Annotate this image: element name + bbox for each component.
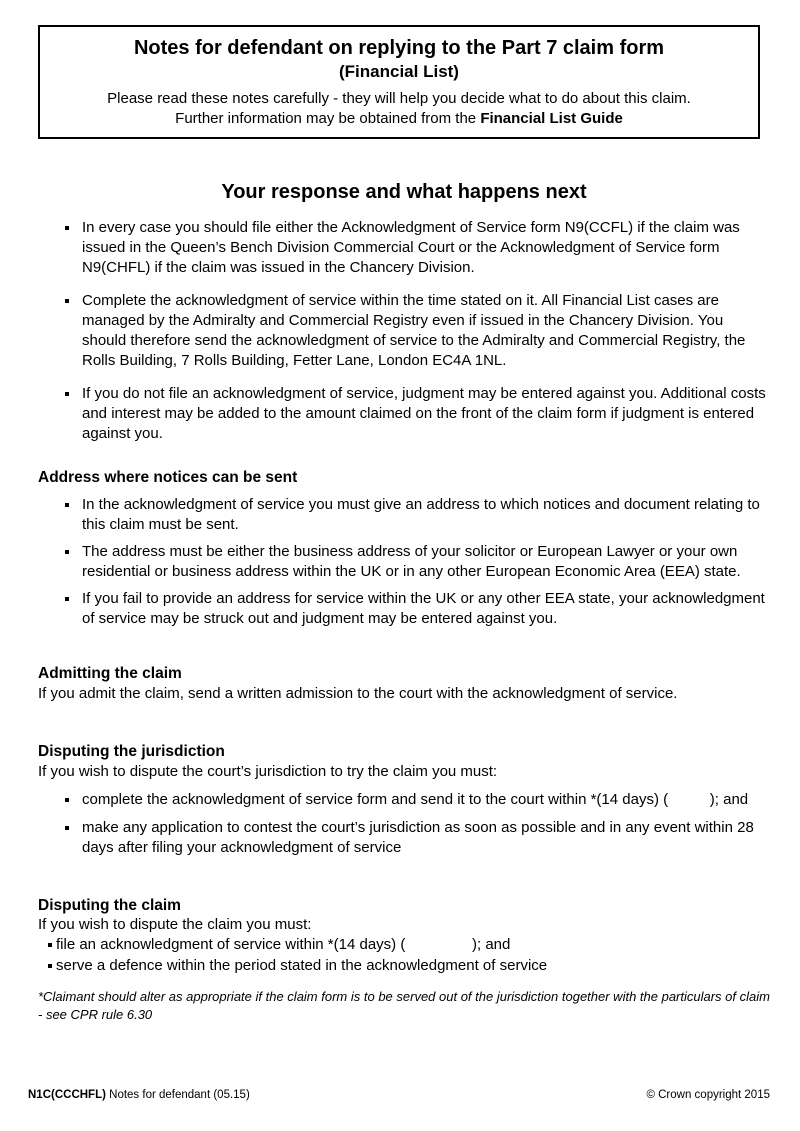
- page-footer: [28, 1088, 770, 1103]
- intro-line-1: Please read these notes carefully - they will help you decide what to do about this claim.: [107, 90, 691, 107]
- jurisdiction-bullet-list: [38, 790, 770, 858]
- bullet-icon: [48, 943, 52, 947]
- claimant-footnote: *Claimant should alter as appropriate if the claim form is to be served out of the jurisdiction together with the particulars of claim - see CPR rule 6.30: [38, 989, 770, 1022]
- header-box: [38, 25, 760, 139]
- list-item: [38, 818, 770, 858]
- list-item: [38, 291, 770, 371]
- list-item: [38, 955, 770, 976]
- financial-list-guide-ref: Financial List Guide: [480, 110, 623, 127]
- list-item: [38, 218, 770, 278]
- bullet-text: make any application to contest the court’s jurisdiction as soon as possible and in any event within 28 days after filing your acknowledgment of service: [82, 819, 758, 856]
- list-item: [38, 542, 770, 582]
- form-description: Notes for defendant (05.15): [105, 1089, 250, 1101]
- intro-line-2: [64, 109, 734, 129]
- admitting-section-body: If you admit the claim, send a written admission to the court with the acknowledgment of service.: [38, 685, 678, 702]
- bullet-text: In every case you should file either the Acknowledgment of Service form N9(CCFL) if the claim was issued in the Queen’s Bench Division Commercial Court or the Acknowledgment of Service form N9(CHFL) if the claim was issued in the Chancery Division.: [82, 219, 744, 276]
- jurisdiction-section-heading: Disputing the jurisdiction: [38, 743, 225, 760]
- bullet-text: If you fail to provide an address for service within the UK or any other EEA state, your acknowledgment of service may be struck out and judgment may be entered against you.: [82, 590, 770, 627]
- footer-copyright: © Crown copyright 2015: [646, 1089, 770, 1101]
- admitting-section: [38, 664, 770, 704]
- form-intro: [64, 89, 734, 129]
- bullet-text: file an acknowledgment of service within *(14 days) ( ); and: [56, 936, 511, 953]
- footer-form-reference: [28, 1088, 250, 1103]
- form-code: N1C(CCCHFL): [28, 1089, 106, 1101]
- form-title: Notes for defendant on replying to the Part 7 claim form: [133, 37, 665, 59]
- bullet-icon: [48, 964, 52, 968]
- response-bullet-list: [38, 218, 770, 444]
- bullet-text: The address must be either the business address of your solicitor or European Lawyer or your own residential or business address within the UK or in any other European Economic Area (EEA) state.: [82, 543, 742, 580]
- bullet-text: Complete the acknowledgment of service within the time stated on it. All Financial List cases are managed by the Admiralty and Commercial Registry even if issued in the Chancery Division. You should therefore send the acknowledgment of service to the Admiralty and Commercial Registry, the Rolls Building, 7 Rolls Building, Fetter Lane, London EC4A 1NL.: [82, 292, 750, 369]
- response-section-heading: Your response and what happens next: [221, 181, 587, 203]
- bullet-text: In the acknowledgment of service you must give an address to which notices and document relating to this claim must be sent.: [82, 496, 765, 533]
- list-item: [38, 790, 770, 810]
- claim-section-heading: Disputing the claim: [38, 897, 181, 914]
- bullet-icon: [65, 503, 69, 507]
- list-item: [38, 934, 770, 955]
- address-section-heading: Address where notices can be sent: [38, 469, 298, 486]
- list-item: [38, 589, 770, 629]
- bullet-icon: [65, 597, 69, 601]
- claim-section-intro: If you wish to dispute the claim you must:: [38, 916, 312, 933]
- bullet-icon: [65, 798, 69, 802]
- address-section: [38, 468, 770, 629]
- bullet-text: serve a defence within the period stated in the acknowledgment of service: [56, 957, 548, 974]
- list-item: [38, 384, 770, 444]
- address-bullet-list: [38, 495, 770, 629]
- bullet-icon: [65, 550, 69, 554]
- admitting-section-heading: Admitting the claim: [38, 665, 182, 682]
- bullet-icon: [65, 392, 69, 396]
- bullet-text: complete the acknowledgment of service form and send it to the court within *(14 days) ( ); and: [82, 791, 749, 808]
- bullet-icon: [65, 299, 69, 303]
- claim-section: [38, 896, 770, 976]
- jurisdiction-section-intro: If you wish to dispute the court’s jurisdiction to try the claim you must:: [38, 763, 498, 780]
- document-body: [0, 179, 800, 1024]
- bullet-icon: [65, 226, 69, 230]
- claim-bullet-list: [38, 934, 770, 976]
- intro-line-2-text: Further information may be obtained from the: [175, 110, 481, 127]
- jurisdiction-section: [38, 742, 770, 858]
- list-item: [38, 495, 770, 535]
- form-subtitle: (Financial List): [339, 62, 459, 81]
- bullet-icon: [65, 826, 69, 830]
- bullet-text: If you do not file an acknowledgment of service, judgment may be entered against you. Additional costs and interest may be added to the amount claimed on the front of the claim form if judgment is entered against you.: [82, 385, 770, 442]
